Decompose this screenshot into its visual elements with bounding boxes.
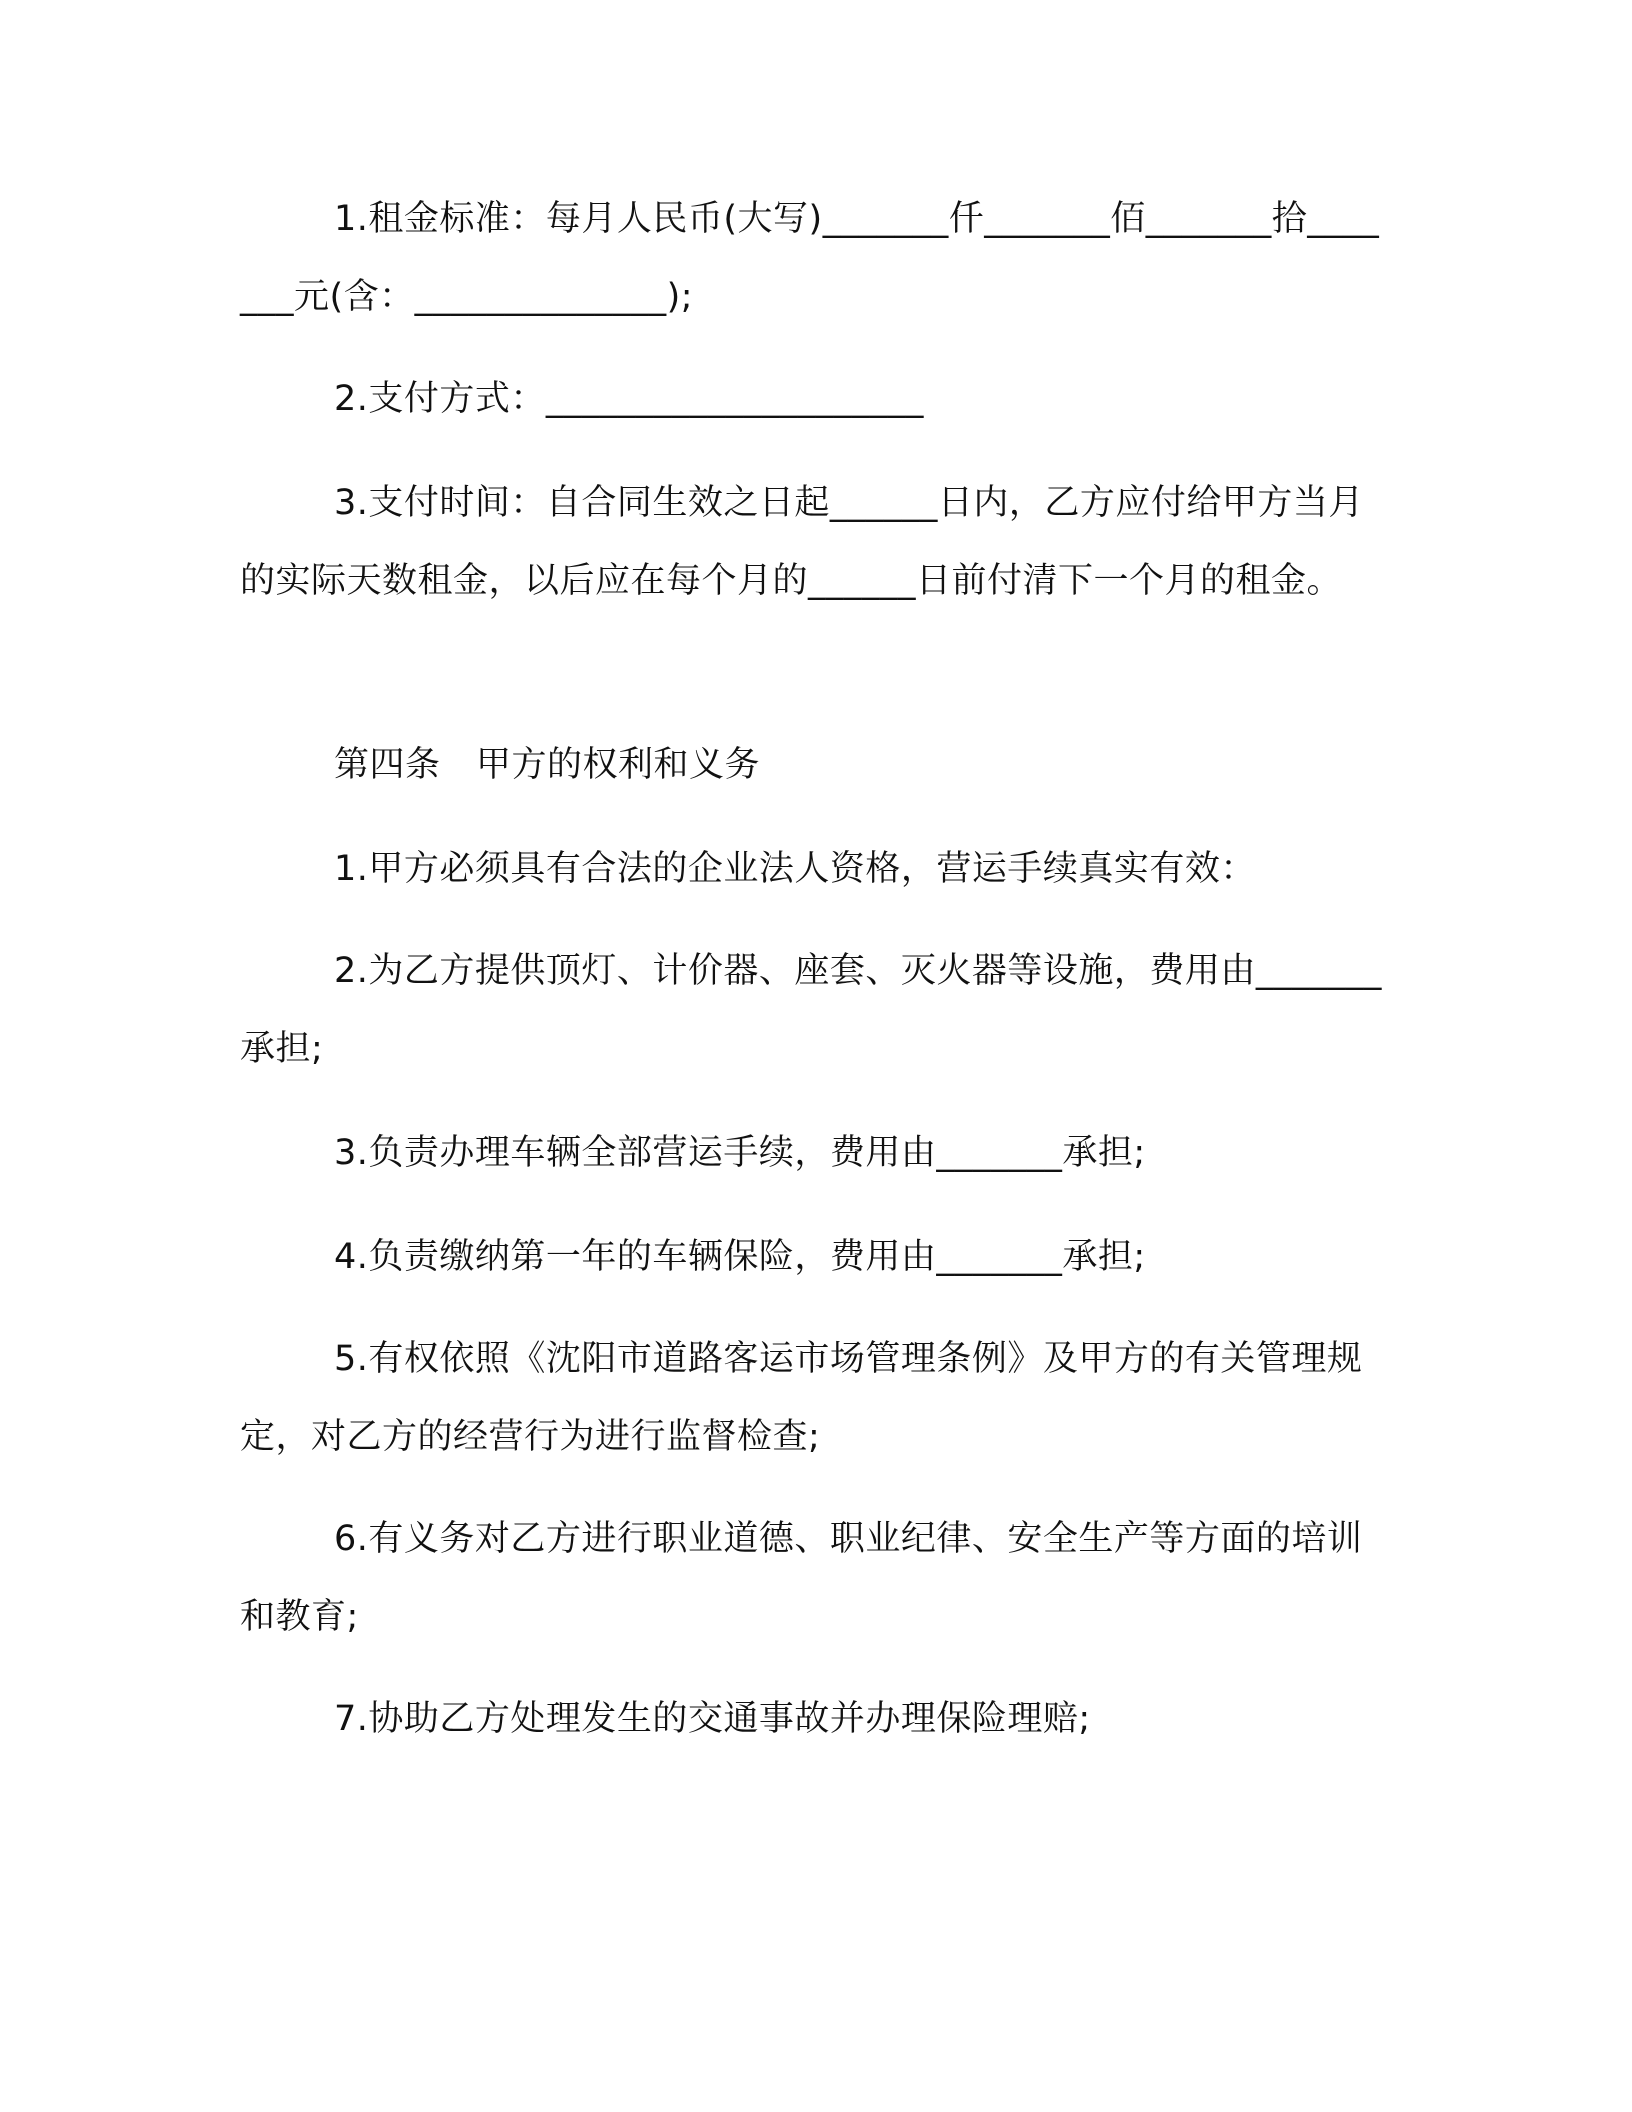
party-a-item-3: 3.负责办理车辆全部营运手续，费用由_______承担; [334, 1133, 1146, 1173]
party-a-item-5: 5.有权依照《沈阳市道路客运市场管理条例》及甲方的有关管理规定，对乙方的经营行为进行监督检查; [240, 1339, 1363, 1457]
clause-payment-method: 2.支付方式：_____________________ [334, 379, 924, 419]
party-a-item-7: 7.协助乙方处理发生的交通事故并办理保险理赔; [334, 1699, 1091, 1739]
party-a-item-1: 1.甲方必须具有合法的企业法人资格，营运手续真实有效： [334, 849, 1256, 889]
clause-payment-time: 3.支付时间：自合同生效之日起______日内，乙方应付给甲方当月的实际天数租金，以后应在每个月的______日前付清下一个月的租金。 [240, 483, 1364, 601]
article-four-heading: 第四条 甲方的权利和义务 [334, 745, 761, 785]
party-a-item-2: 2.为乙方提供顶灯、计价器、座套、灭火器等设施，费用由_______承担; [240, 951, 1382, 1069]
party-a-item-6: 6.有义务对乙方进行职业道德、职业纪律、安全生产等方面的培训和教育; [240, 1519, 1363, 1637]
clause-rent-standard: 1.租金标准：每月人民币(大写)_______仟_______佰_______拾_______元(含：______________); [240, 199, 1380, 317]
party-a-item-4: 4.负责缴纳第一年的车辆保险，费用由_______承担; [334, 1237, 1146, 1277]
